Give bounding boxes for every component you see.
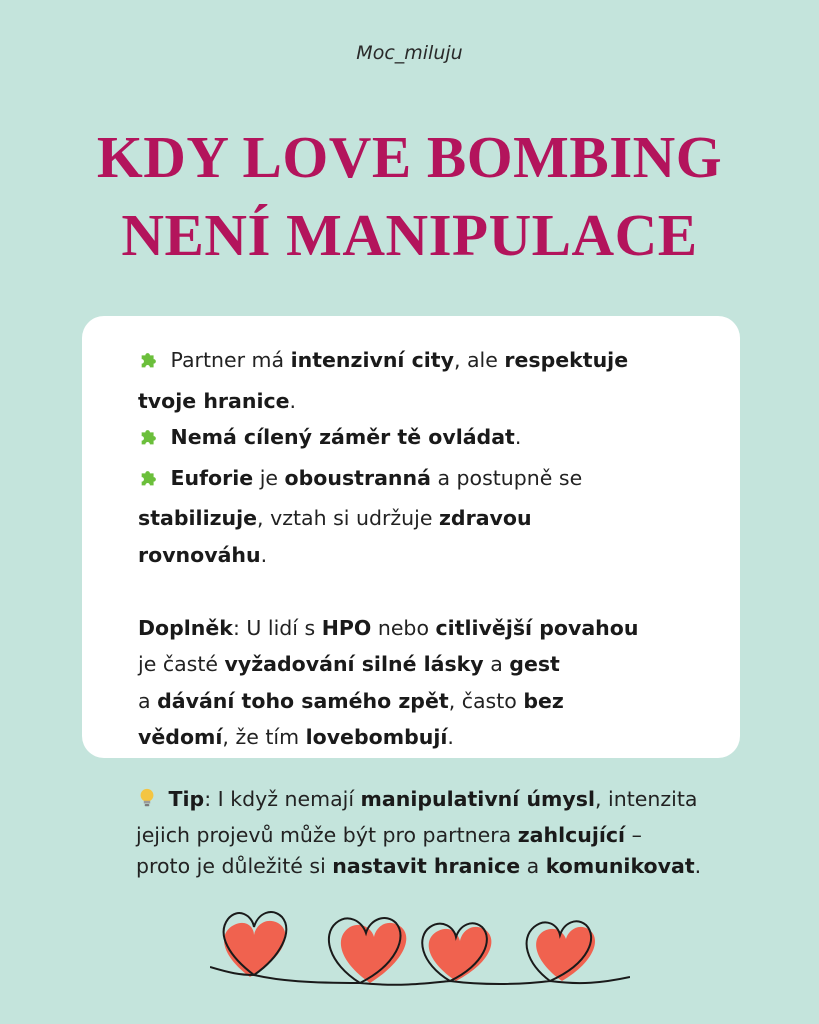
light-bulb-icon — [136, 786, 162, 820]
text-run: , často — [448, 688, 524, 713]
card-line — [138, 460, 700, 501]
bold-text: Doplněk — [138, 615, 233, 640]
text-run: , že tím — [222, 725, 306, 749]
card-line — [138, 573, 700, 610]
bold-text: zdravou — [438, 506, 532, 530]
text-run: nebo — [371, 615, 436, 640]
bold-text: komunikovat — [545, 854, 695, 878]
text-run: proto je důležité si — [136, 854, 333, 878]
bold-text: intenzivní city — [290, 348, 454, 372]
text-run: . — [289, 388, 297, 413]
text-run: , ale — [453, 348, 505, 372]
tip-line — [136, 784, 756, 820]
bold-text: vědomí — [138, 725, 223, 749]
bold-text: zahlcující — [517, 822, 626, 847]
page-title — [0, 118, 819, 274]
title-line-1: KDY LOVE BOMBING — [96, 124, 723, 190]
text-run: . — [694, 854, 702, 878]
text-run: . — [260, 542, 268, 567]
bold-text: oboustranná — [284, 465, 431, 490]
bold-text: bez — [523, 688, 564, 713]
puzzle-piece-icon — [138, 423, 164, 460]
card-line — [138, 342, 700, 383]
card-text — [138, 342, 700, 756]
text-run: : I když nemají — [204, 787, 361, 811]
text-run: a postupně se — [430, 465, 583, 490]
bold-text: HPO — [321, 615, 372, 640]
card-line — [138, 383, 700, 420]
card-line — [138, 646, 700, 683]
tip-text — [136, 784, 756, 883]
bold-text: Nemá cílený záměr tě ovládat — [170, 425, 515, 449]
bold-text: nastavit hranice — [332, 854, 521, 878]
text-run: a — [520, 854, 546, 878]
bold-text: gest — [509, 652, 560, 676]
card-line — [138, 537, 700, 574]
tip-line — [136, 851, 756, 883]
content-card — [82, 316, 740, 758]
bold-text: Euforie — [170, 465, 254, 490]
card-line — [138, 719, 700, 756]
text-run: , vztah si udržuje — [257, 506, 439, 530]
author-handle: Moc_miluju — [356, 42, 463, 64]
card-line — [138, 419, 700, 460]
bold-text: rovnováhu — [138, 542, 261, 567]
bold-text: stabilizuje — [138, 506, 258, 530]
bold-text: tvoje hranice — [138, 388, 290, 413]
bold-text: lovebombují — [305, 725, 448, 749]
title-line-2: NENÍ MANIPULACE — [121, 202, 698, 268]
puzzle-piece-icon — [138, 346, 164, 383]
bold-text: manipulativní úmysl — [360, 787, 595, 811]
text-run: : U lidí s — [232, 615, 322, 640]
text-run: a — [483, 652, 510, 676]
bold-text: Tip — [168, 787, 205, 811]
card-line — [138, 500, 700, 537]
text-run: jejich projevů může být pro partnera — [136, 822, 518, 847]
bold-text: citlivější povahou — [435, 615, 639, 640]
tip-line — [136, 820, 756, 852]
puzzle-piece-icon — [138, 464, 164, 501]
text-run: – — [625, 822, 642, 847]
hearts-decoration — [210, 895, 630, 995]
bold-text: respektuje — [504, 348, 629, 372]
bold-text: dávání toho samého zpět — [157, 688, 449, 713]
text-run: a — [138, 688, 158, 713]
text-run: . — [447, 725, 454, 749]
card-line — [138, 610, 700, 647]
text-run: je časté — [138, 652, 225, 676]
text-run: , intenzita — [595, 787, 698, 811]
text-run: Partner má — [164, 348, 291, 372]
card-line — [138, 683, 700, 720]
heart-fill-1 — [224, 921, 285, 977]
text-run: je — [253, 465, 285, 490]
tip-block — [136, 784, 756, 883]
text-run: . — [514, 425, 522, 449]
bold-text: vyžadování silné lásky — [224, 652, 484, 676]
